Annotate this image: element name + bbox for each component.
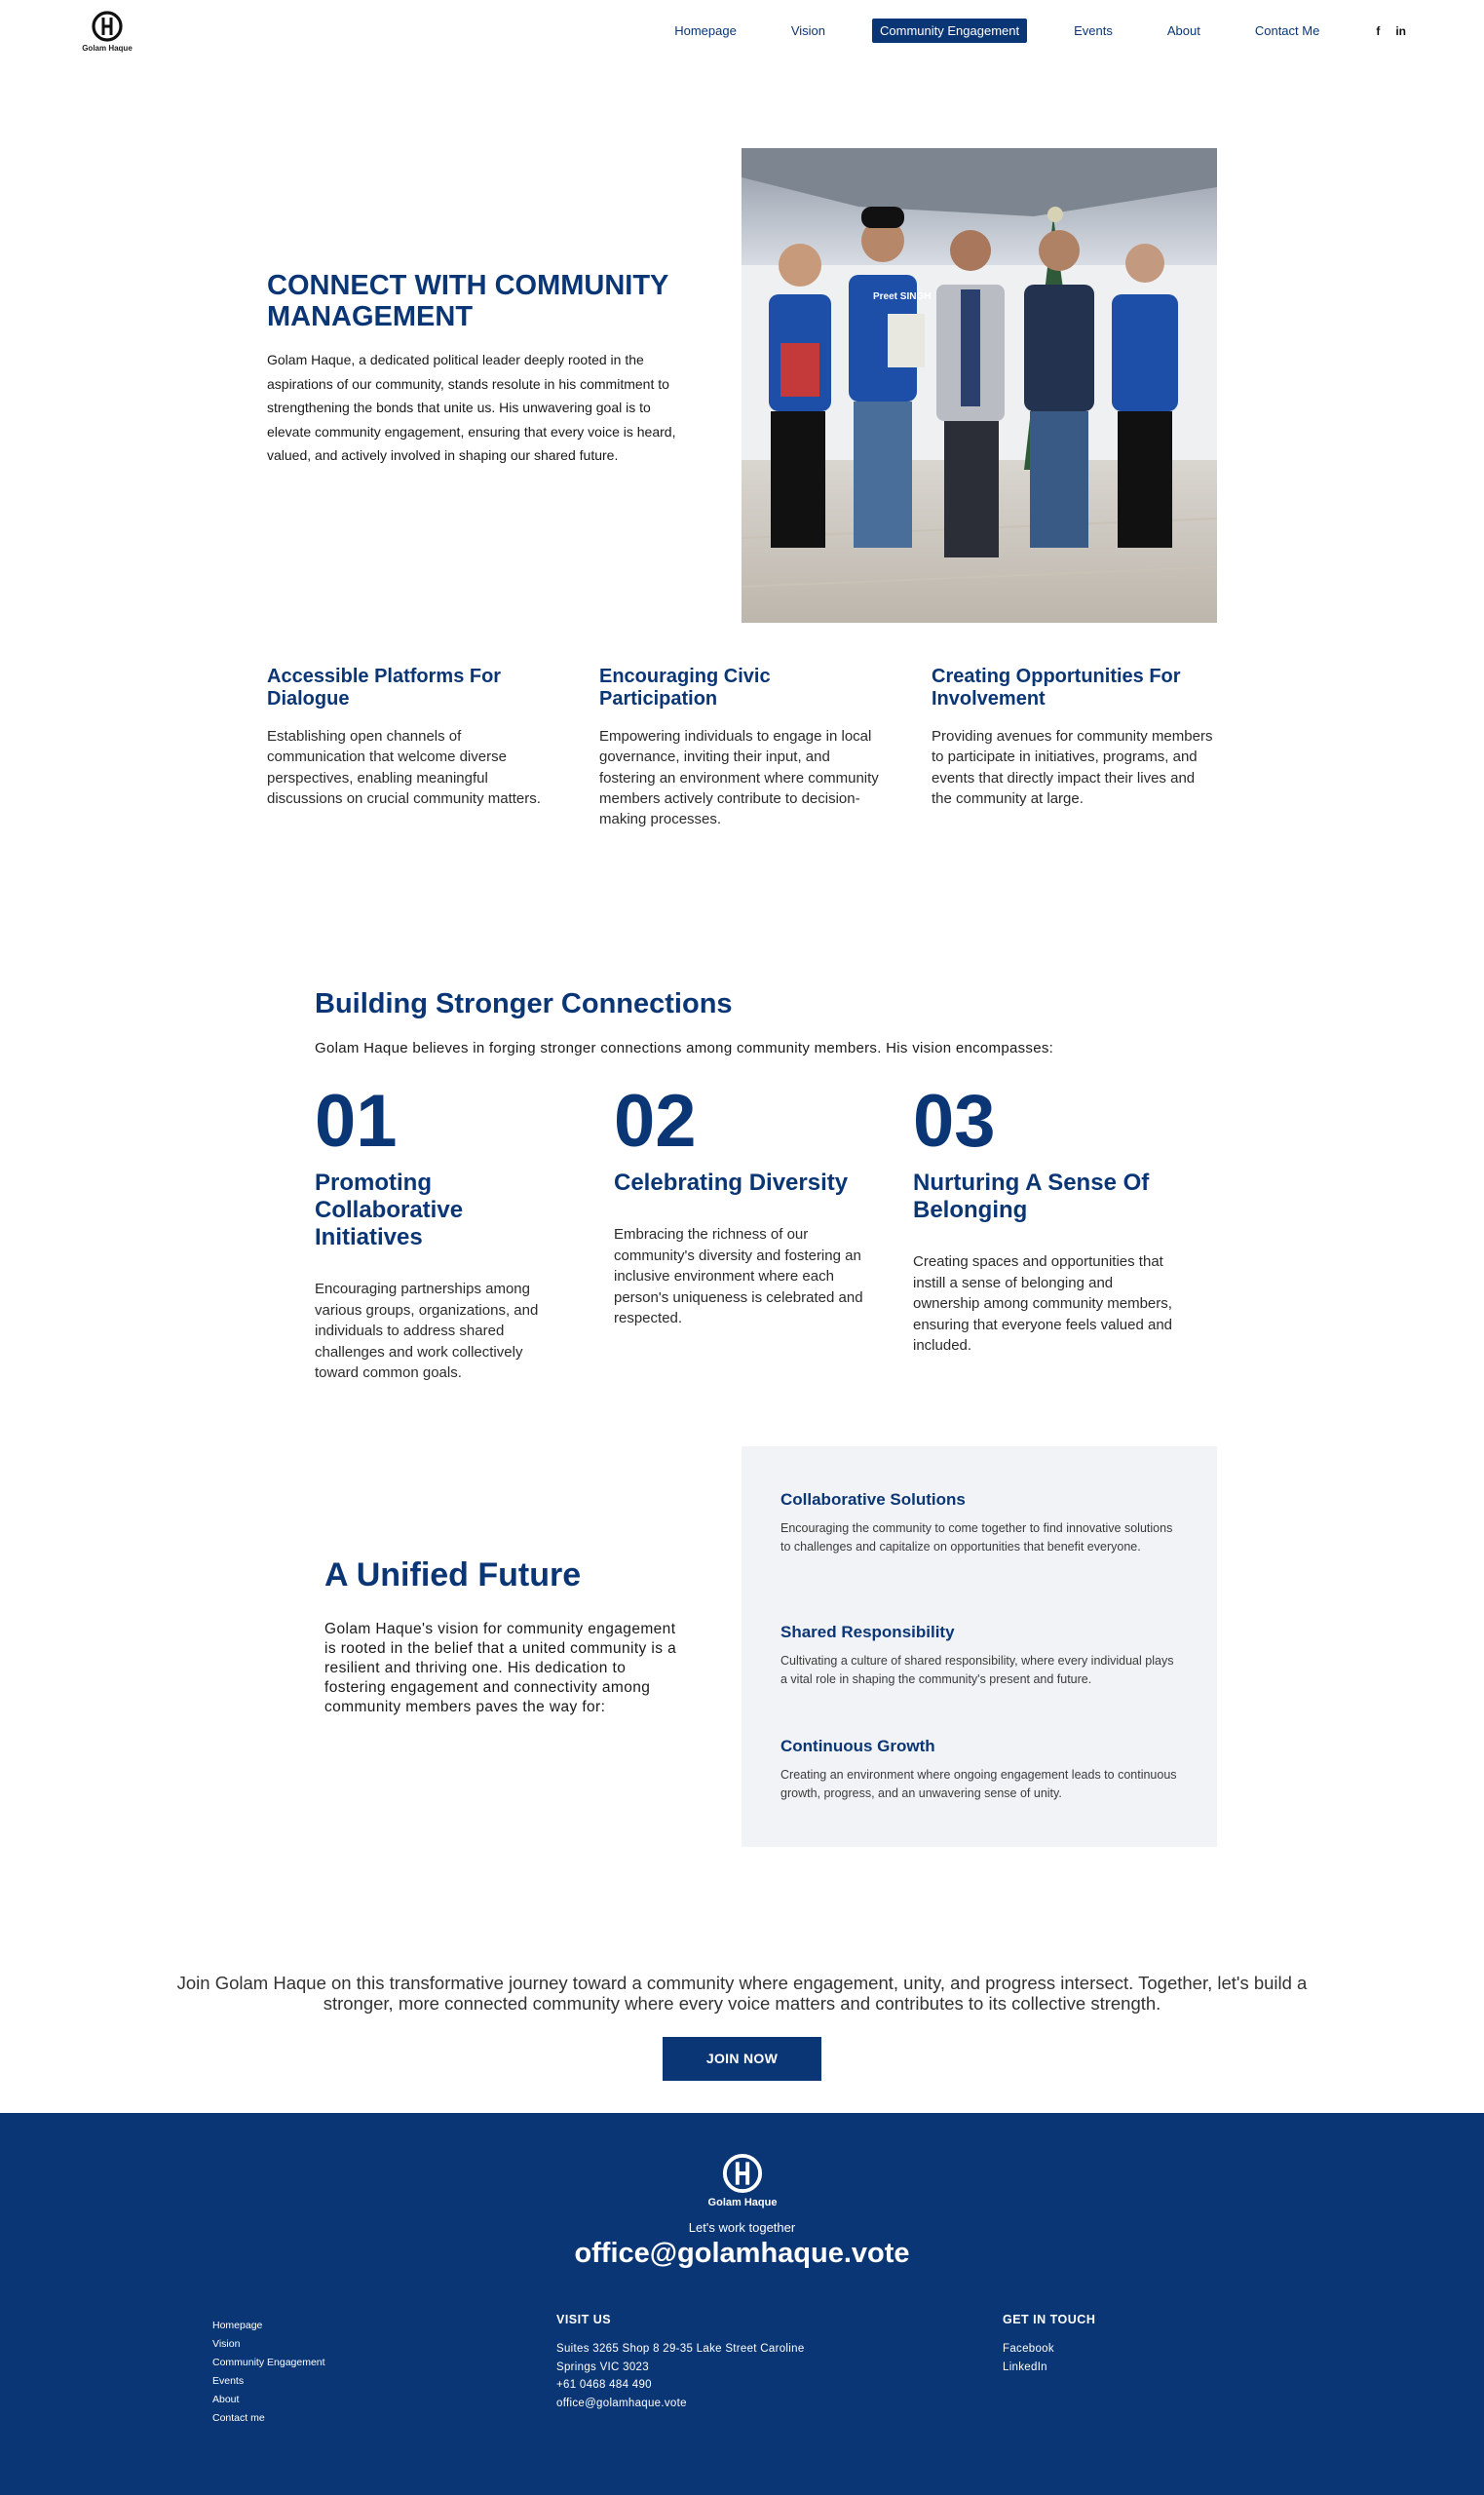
top-nav — [0, 0, 1484, 62]
footer-links — [212, 2317, 325, 2428]
vision-item-03 — [913, 1080, 1176, 1357]
unified-text: Golam Haque's vision for community engagement is rooted in the belief that a united community is a resilient and thriving one. His dedication to fostering engagement and connectivity among community members paves the way for: — [324, 1621, 677, 1715]
nav-homepage[interactable]: Homepage — [674, 23, 737, 38]
feature-text: Establishing open channels of communication that welcome diverse perspectives, enabling meaningful discussions on crucial community matters. — [267, 728, 541, 807]
footer-tagline: Let's work together — [688, 2220, 796, 2235]
visit-address-line-1: Suites 3265 Shop 8 29-35 Lake Street Caroline — [556, 2343, 805, 2355]
cta-text: Join Golam Haque on this transformative journey toward a community where engagement, unity, and progress intersect. Together, let's build a stronger, more connected community where every voice matters and contributes to its collective strength. — [176, 1973, 1308, 2014]
linkedin-icon[interactable]: in — [1395, 23, 1406, 38]
vision-title: Celebrating Diversity — [614, 1170, 849, 1196]
footer-link-homepage[interactable]: Homepage — [212, 2320, 263, 2331]
nav-community-engagement[interactable]: Community Engagement — [872, 19, 1027, 43]
vision-text: Creating spaces and opportunities that instill a sense of belonging and ownership among community members, ensuring that everyone feels valued and included. — [913, 1253, 1173, 1354]
unified-item-title: Collaborative Solutions — [780, 1490, 966, 1509]
nav-contact-me[interactable]: Contact Me — [1254, 23, 1320, 38]
nav-about[interactable]: About — [1166, 23, 1200, 38]
vision-number: 01 — [315, 1080, 398, 1163]
footer-linkedin-link[interactable]: LinkedIn — [1003, 2361, 1047, 2373]
feature-text: Providing avenues for community members to participate in initiatives, programs, and events that directly impact their lives and the community at large. — [932, 728, 1213, 807]
feature-title: Accessible Platforms For Dialogue — [267, 666, 502, 710]
visit-address-line-2: Springs VIC 3023 — [556, 2361, 649, 2373]
gh-logo-icon — [721, 2152, 764, 2195]
unified-item-title: Continuous Growth — [780, 1737, 935, 1755]
unified-panel — [742, 1446, 1217, 1847]
feature-civic-participation — [599, 666, 882, 829]
hero-text: Golam Haque, a dedicated political leader deeply rooted in the aspirations of our community, stands resolute in his commitment to strengthening the bonds that unite us. His unwavering goal is to elevate community engagement, ensuring that every voice is heard, valued, and actively involved in shaping our shared future. — [267, 352, 676, 463]
footer-link-contact[interactable]: Contact me — [212, 2412, 265, 2424]
community-group-photo — [742, 148, 1217, 623]
feature-text: Empowering individuals to engage in local governance, inviting their input, and fostering an environment where community members actively contribute to decision-making processes. — [599, 728, 879, 828]
shirt-text: Preet SINGH — [873, 291, 932, 302]
main-menu — [628, 19, 1406, 43]
join-now-button[interactable]: JOIN NOW — [663, 2037, 821, 2081]
building-title: Building Stronger Connections — [315, 988, 733, 1019]
vision-item-02 — [614, 1080, 877, 1329]
feature-title: Encouraging Civic Participation — [599, 666, 771, 710]
unified-item-shared — [780, 1623, 1180, 1689]
unified-item-collaborative — [780, 1490, 1180, 1556]
feature-opportunities — [932, 666, 1214, 809]
hero-title: CONNECT WITH COMMUNITY MANAGEMENT — [267, 270, 668, 332]
unified-item-text: Cultivating a culture of shared responsibility, where every individual plays a vital role in shaping the community's present and future. — [780, 1654, 1174, 1686]
nav-vision[interactable]: Vision — [790, 23, 826, 38]
footer — [0, 2113, 1484, 2495]
unified-item-growth — [780, 1737, 1180, 1803]
facebook-icon[interactable]: f — [1376, 23, 1381, 38]
social-links — [1360, 24, 1406, 38]
footer-visit-us — [556, 2313, 805, 2412]
visit-email[interactable]: office@golamhaque.vote — [556, 2397, 687, 2409]
visit-phone[interactable]: +61 0468 484 490 — [556, 2379, 652, 2391]
logo-text: Golam Haque — [82, 44, 133, 53]
building-subtitle: Golam Haque believes in forging stronger connections among community members. His vision encompasses: — [315, 1040, 1054, 1056]
vision-text: Encouraging partnerships among various groups, organizations, and individuals to address shared challenges and work collectively toward common goals. — [315, 1281, 539, 1381]
unified-item-text: Encouraging the community to come together to find innovative solutions to challenges and capitalize on opportunities that benefit everyone. — [780, 1521, 1173, 1554]
footer-link-about[interactable]: About — [212, 2394, 240, 2405]
feature-title: Creating Opportunities For Involvement — [932, 666, 1181, 710]
site-logo[interactable] — [78, 10, 136, 55]
visit-title: VISIT US — [556, 2313, 612, 2326]
vision-number: 03 — [913, 1080, 996, 1163]
footer-logo-text: Golam Haque — [707, 2197, 778, 2208]
unified-item-title: Shared Responsibility — [780, 1623, 955, 1641]
footer-link-vision[interactable]: Vision — [212, 2338, 241, 2350]
vision-item-01 — [315, 1080, 568, 1384]
footer-link-events[interactable]: Events — [212, 2375, 245, 2387]
footer-logo[interactable] — [704, 2152, 781, 2208]
unified-item-text: Creating an environment where ongoing engagement leads to continuous growth, progress, and an unwavering sense of unity. — [780, 1768, 1177, 1800]
gh-logo-icon — [91, 10, 124, 43]
touch-title: GET IN TOUCH — [1003, 2313, 1096, 2326]
feature-accessible-platforms — [267, 666, 550, 809]
unified-title: A Unified Future — [324, 1556, 582, 1593]
vision-text: Embracing the richness of our community's diversity and fostering an inclusive environment where each person's uniqueness is celebrated and respected. — [614, 1226, 863, 1326]
vision-title: Promoting Collaborative Initiatives — [315, 1170, 464, 1250]
vision-number: 02 — [614, 1080, 697, 1163]
footer-email[interactable]: office@golamhaque.vote — [574, 2238, 910, 2269]
footer-link-community-engagement[interactable]: Community Engagement — [212, 2357, 325, 2368]
footer-facebook-link[interactable]: Facebook — [1003, 2343, 1054, 2355]
vision-title: Nurturing A Sense Of Belonging — [913, 1170, 1150, 1223]
nav-events[interactable]: Events — [1074, 23, 1113, 38]
footer-get-in-touch — [1003, 2313, 1095, 2376]
